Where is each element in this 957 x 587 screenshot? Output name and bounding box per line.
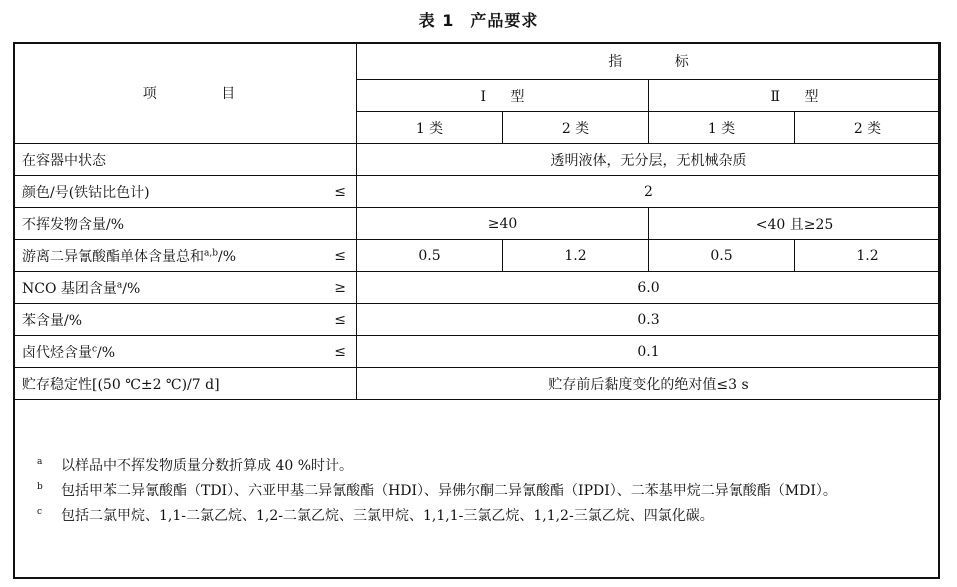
header-class: 2 类	[795, 112, 941, 144]
table-caption	[0, 8, 957, 31]
comparison-symbol: ≤	[334, 183, 346, 200]
footnote-mark: a	[37, 457, 43, 467]
comparison-symbol: ≥	[334, 279, 346, 296]
row-item: 卤代烃含量$^c$/% ≤	[14, 336, 357, 368]
table-number: 表 1	[418, 11, 455, 30]
row-value: 6.0	[357, 272, 941, 304]
footnote: c 包括二氯甲烷、1,1-二氯乙烷、1,2-二氯乙烷、三氯甲烷、1,1,1-三氯乙烷、1,1,2-三氯乙烷、四氯化碳。	[61, 504, 926, 529]
footnote-mark: b	[37, 482, 43, 492]
row-value: 2	[357, 176, 941, 208]
row-value: 0.1	[357, 336, 941, 368]
table-frame	[13, 42, 940, 579]
row-value: 1.2	[503, 240, 649, 272]
footnote-ref: a	[116, 279, 123, 290]
header-type-2: Ⅱ 型	[649, 80, 941, 112]
header-type-1: Ⅰ 型	[357, 80, 649, 112]
row-value: 透明液体，无分层，无机械杂质	[357, 144, 941, 176]
row-item: 在容器中状态	[14, 144, 357, 176]
row-value: 贮存前后黏度变化的绝对值≤3 s	[357, 368, 941, 400]
comparison-symbol: ≤	[334, 311, 346, 328]
footnote: b 包括甲苯二异氰酸酯（TDI）、六亚甲基二异氰酸酯（HDI）、异佛尔酮二异氰酸酯（IPDI）、二苯基甲烷二异氰酸酯（MDI）。	[61, 479, 926, 504]
row-item: 不挥发物含量/%	[14, 208, 357, 240]
footnote: a 以样品中不挥发物质量分数折算成 40 %时计。	[61, 454, 926, 479]
row-item: 苯含量/% ≤	[14, 304, 357, 336]
row-value: 0.5	[357, 240, 503, 272]
row-value-type2: <40 且≥25	[649, 208, 941, 240]
footnote-mark: c	[37, 507, 43, 517]
row-value: 0.5	[649, 240, 795, 272]
row-item: NCO 基团含量$^a$/% ≥	[14, 272, 357, 304]
row-item: 颜色/号(铁钴比色计) ≤	[14, 176, 357, 208]
header-class: 2 类	[503, 112, 649, 144]
table-title: 产品要求	[470, 11, 539, 30]
header-item: 项 目	[14, 43, 357, 144]
header-class: 1 类	[649, 112, 795, 144]
footnote-ref: a,b	[204, 247, 218, 258]
comparison-symbol: ≤	[334, 343, 346, 360]
row-item: 贮存稳定性[(50 ℃±2 ℃)/7 d]	[14, 368, 357, 400]
header-class: 1 类	[357, 112, 503, 144]
row-value-type1: ≥40	[357, 208, 649, 240]
comparison-symbol: ≤	[334, 247, 346, 264]
header-index: 指 标	[357, 43, 941, 80]
row-value: 0.3	[357, 304, 941, 336]
row-item: 游离二异氰酸酯单体含量总和$^{a,b}$/% ≤	[14, 240, 357, 272]
footnote-ref: c	[92, 343, 98, 354]
row-value: 1.2	[795, 240, 941, 272]
